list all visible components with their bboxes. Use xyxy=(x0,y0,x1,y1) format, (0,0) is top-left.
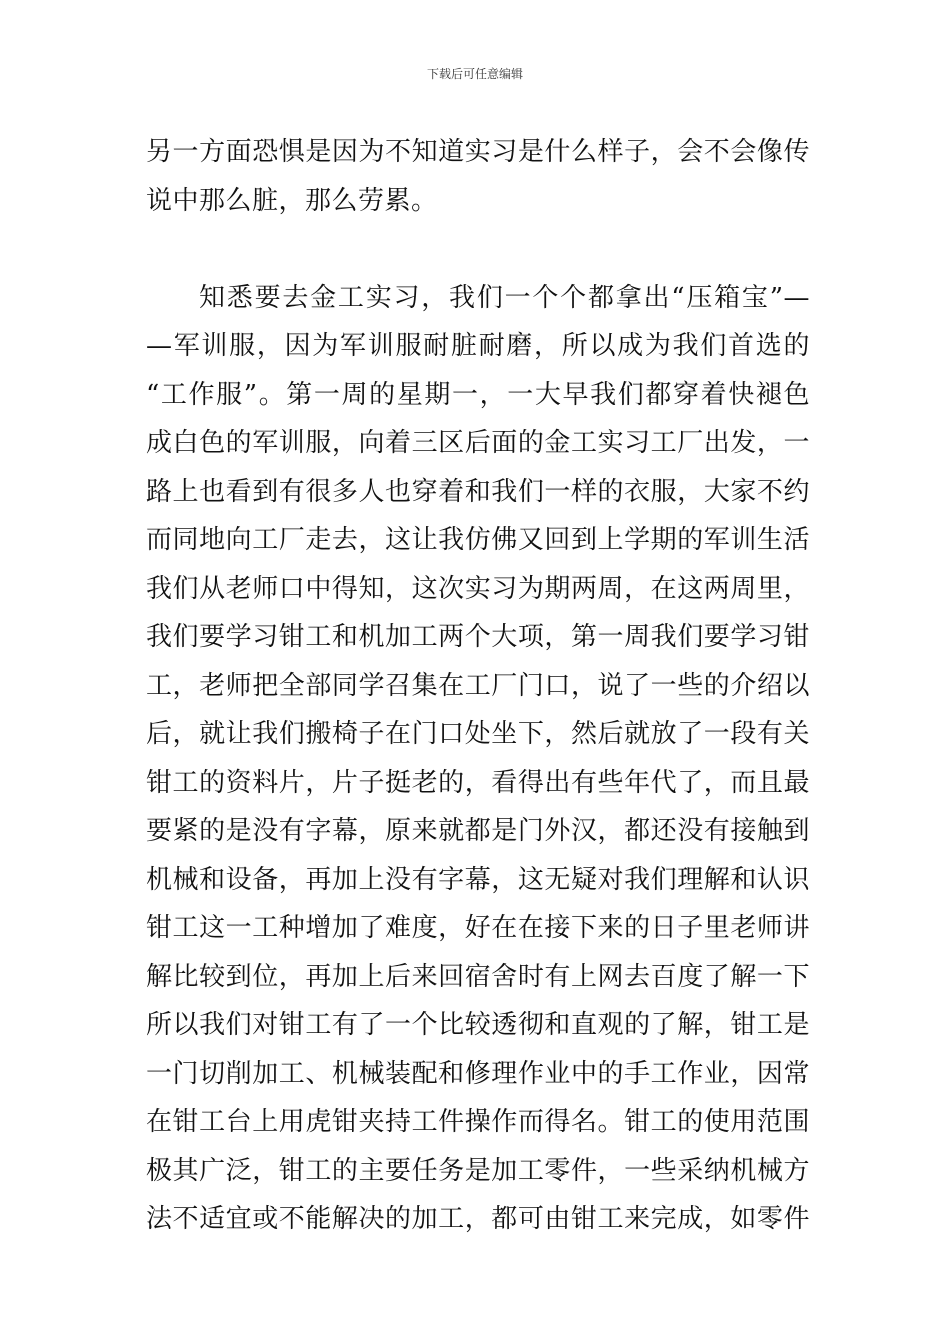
paragraph-line: “工作服”。第一周的星期一，一大早我们都穿着快褪色 xyxy=(146,379,810,410)
paragraph-line: 机械和设备，再加上没有字幕，这无疑对我们理解和认识 xyxy=(146,864,810,895)
paragraph-line: 要紧的是没有字幕，原来就都是门外汉，都还没有接触到 xyxy=(146,816,810,846)
paragraph-first-line: 知悉要去金工实习，我们一个个都拿出“压箱宝”— xyxy=(199,282,810,313)
paragraph-line: —军训服，因为军训服耐脏耐磨，所以成为我们首选的 xyxy=(146,331,810,361)
page-header: 下载后可任意编辑 xyxy=(426,67,523,81)
paragraph-line: 我们从老师口中得知，这次实习为期两周，在这两周里， xyxy=(146,573,810,604)
paragraph-line: 另一方面恐惧是因为不知道实习是什么样子，会不会像传 xyxy=(146,137,810,167)
paragraph-line: 而同地向工厂走去，这让我仿佛又回到上学期的军训生活 xyxy=(146,525,810,555)
paragraph-line: 钳工这一工种增加了难度，好在在接下来的日子里老师讲 xyxy=(146,913,810,943)
paragraph-line: 成白色的军训服，向着三区后面的金工实习工厂出发，一 xyxy=(146,428,810,458)
paragraph-line: 工，老师把全部同学召集在工厂门口，说了一些的介绍以 xyxy=(146,670,810,701)
paragraph-line: 后，就让我们搬椅子在门口处坐下，然后就放了一段有关 xyxy=(146,719,810,749)
paragraph-line: 极其广泛，钳工的主要任务是加工零件，一些采纳机械方 xyxy=(146,1155,810,1186)
paragraph-line: 解比较到位，再加上后来回宿舍时有上网去百度了解一下 xyxy=(146,961,810,992)
paragraph-line: 路上也看到有很多人也穿着和我们一样的衣服，大家不约 xyxy=(146,476,810,507)
document-body xyxy=(146,128,810,1244)
paragraph-line: 在钳工台上用虎钳夹持工件操作而得名。钳工的使用范围 xyxy=(146,1107,810,1137)
paragraph-line: 所以我们对钳工有了一个比较透彻和直观的了解，钳工是 xyxy=(146,1010,810,1040)
paragraph-line: 钳工的资料片，片子挺老的，看得出有些年代了，而且最 xyxy=(146,767,810,798)
paragraph-line: 一门切削加工、机械装配和修理作业中的手工作业，因常 xyxy=(146,1058,810,1089)
paragraph-line: 我们要学习钳工和机加工两个大项，第一周我们要学习钳 xyxy=(146,622,810,652)
paragraph-line: 法不适宜或不能解决的加工，都可由钳工来完成，如零件 xyxy=(146,1204,810,1234)
paragraph-line: 说中那么脏，那么劳累。 xyxy=(146,185,438,216)
paragraph-spacer xyxy=(146,225,810,274)
